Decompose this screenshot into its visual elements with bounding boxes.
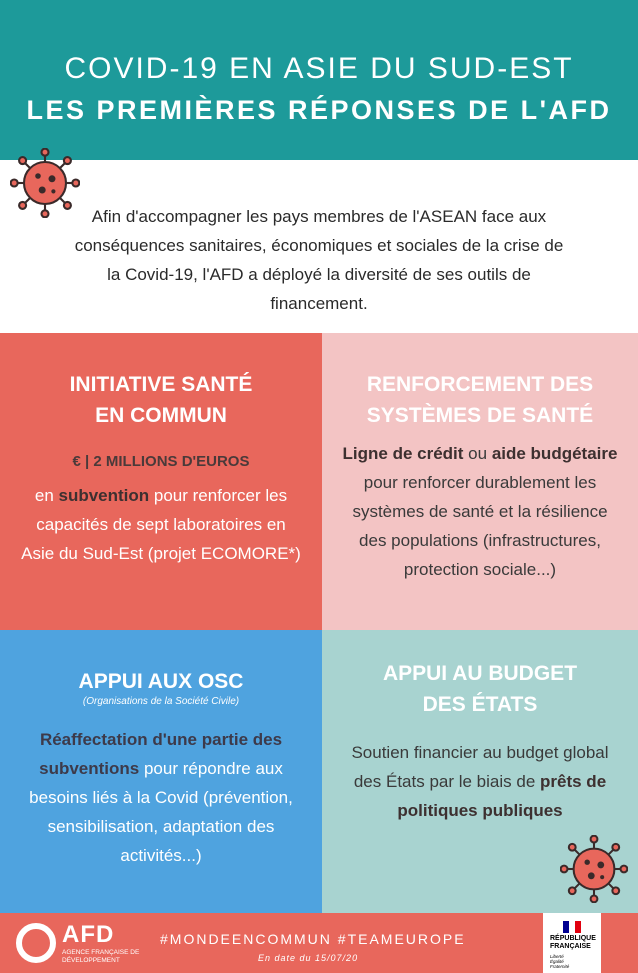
panel-renforcement-systemes [322, 333, 638, 630]
rf-name-line1: RÉPUBLIQUE [550, 935, 596, 942]
afd-logo-subtitle: AGENCE FRANÇAISE DE DÉVELOPPEMENT [62, 949, 140, 964]
rf-motto-line: Liberté [550, 954, 564, 959]
panel-body [20, 481, 302, 568]
panel-title-line1: APPUI AU BUDGET [382, 662, 578, 685]
rf-motto [550, 954, 569, 969]
hashtags: #MONDEENCOMMUN #TEAMEUROPE [160, 931, 466, 947]
french-flag-icon [563, 921, 581, 933]
rf-name [550, 935, 596, 951]
body-text: en [34, 486, 59, 505]
panel-title [10, 369, 312, 431]
body-text: Soutien financier au budget global des États par le biais de [351, 743, 609, 791]
afd-logo-name: AFD [62, 921, 115, 948]
body-text: pour répondre aux besoins liés à la Covid (prévention, sensibilisation, adaptation des activités...) [29, 759, 293, 865]
rf-name-line2: FRANÇAISE [550, 943, 591, 950]
panel-title [332, 658, 628, 720]
virus-icon [10, 148, 80, 218]
panel-title-line2: DES ÉTATS [422, 693, 538, 716]
panel-title-line1: RENFORCEMENT DES [366, 373, 594, 396]
intro-text: Afin d'accompagner les pays membres de l'ASEAN face aux conséquences sanitaires, économiques et sociales de la crise de la Covid-19, l'AFD a déployé la diversité de ses outils de financement. [74, 207, 564, 313]
panel-title-line2: EN COMMUN [95, 404, 227, 427]
panel-title: APPUI AUX OSC [78, 670, 244, 693]
body-text: ou [463, 444, 492, 463]
footer-bar [0, 913, 638, 973]
body-highlight: subvention [58, 486, 150, 505]
virus-icon [560, 835, 628, 903]
panel-initiative-sante [0, 333, 322, 630]
panel-subtitle: (Organisations de la Société Civile) [82, 696, 240, 707]
intro-section [0, 160, 638, 333]
body-text: pour renforcer durablement les systèmes de santé et la résilience des populations (infrastructures, protection sociale...) [352, 473, 608, 579]
funding-amount: € | 2 MILLIONS D'EUROS [72, 453, 250, 470]
rf-motto-line: Fraternité [550, 964, 570, 969]
afd-logo-icon [16, 921, 156, 967]
header-title-line2: LES PREMIÈRES RÉPONSES DE L'AFD [26, 95, 612, 125]
panel-title-line2: SYSTÈMES DE SANTÉ [366, 404, 594, 427]
afd-logo-circle [16, 923, 56, 963]
panel-body [20, 725, 302, 870]
panel-title-line1: INITIATIVE SANTÉ [69, 373, 253, 396]
header-banner [0, 0, 638, 160]
body-text: pour renforcer les capacités de sept laboratoires en Asie du Sud-Est (projet ECOMORE*) [21, 486, 301, 563]
panel-body [342, 439, 618, 584]
republique-francaise-logo [543, 913, 601, 973]
panel-body [342, 738, 618, 825]
header-title-line1: COVID-19 EN ASIE DU SUD-EST [64, 52, 574, 85]
body-highlight: Réaffectation d'une partie des subventions [39, 730, 283, 778]
rf-motto-line: Égalité [550, 959, 564, 964]
publication-date: En date du 15/07/20 [258, 953, 359, 963]
body-highlight: prêts de politiques publiques [397, 772, 607, 820]
body-highlight: Ligne de crédit [342, 444, 464, 463]
body-highlight: aide budgétaire [491, 444, 618, 463]
panel-title [332, 369, 628, 431]
panel-appui-osc [0, 630, 322, 913]
